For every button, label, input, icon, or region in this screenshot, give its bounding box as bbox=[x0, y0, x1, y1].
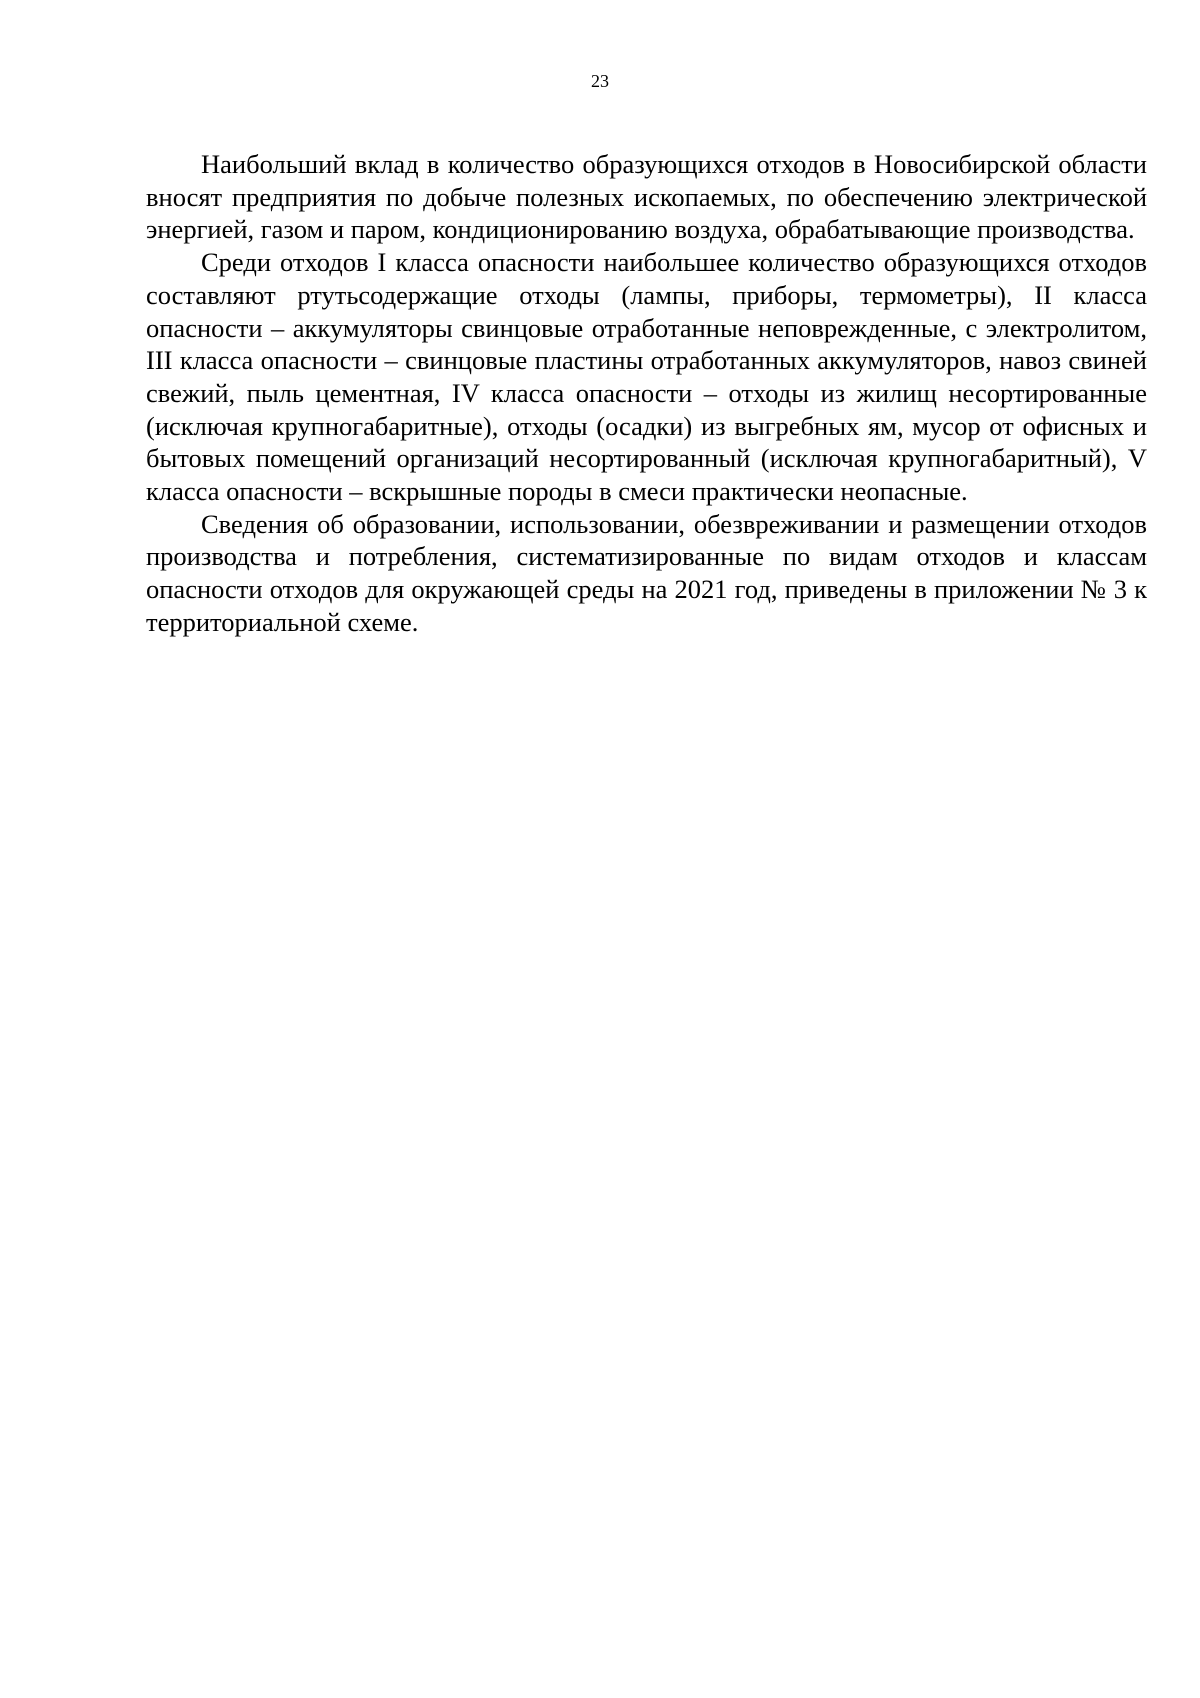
paragraph-appendix-reference: Сведения об образовании, использовании, обезвреживании и размещении отходов производства и потребления, систематизированные по видам отходов и классам опасности отходов для окружающей среды на 2021 год, приведены в приложении № 3 к территориальной схеме. bbox=[146, 508, 1147, 637]
document-body bbox=[146, 148, 1147, 639]
paragraph-hazard-classes: Среди отходов I класса опасности наибольшее количество образующихся отходов составляют ртутьсодержащие отходы (лампы, приборы, термометры), II класса опасности – аккумуляторы свинцовые отработанные неповрежденные, с электролитом, III класса опасности – свинцовые пластины отработанных аккумуляторов, навоз свиней свежий, пыль цементная, IV класса опасности – отходы из жилищ несортированные (исключая крупногабаритные), отходы (осадки) из выгребных ям, мусор от офисных и бытовых помещений организаций несортированный (исключая крупногабаритный), V класса опасности – вскрышные породы в смеси практически неопасные. bbox=[146, 247, 1147, 507]
page-number: 23 bbox=[591, 71, 609, 91]
paragraph-waste-contributors: Наибольший вклад в количество образующихся отходов в Новосибирской области вносят предприятия по добыче полезных ископаемых, по обеспечению электрической энергией, газом и паром, кондиционированию воздуха, обрабатывающие производства. bbox=[146, 149, 1147, 245]
